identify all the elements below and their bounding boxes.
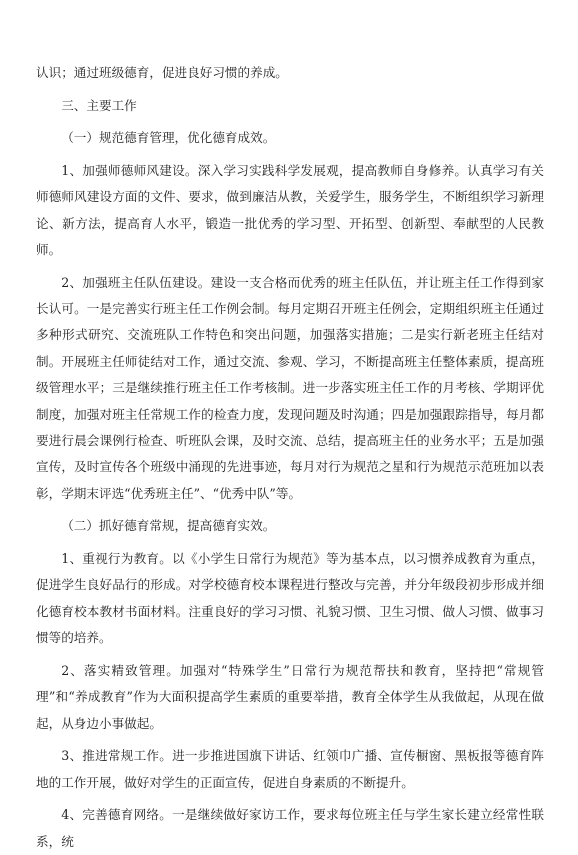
- paragraph-teacher-ethics: 1、加强师德师风建设。深入学习实践科学发展观，提高教师自身修养。认真学习有关师德师风建设方面的文件、要求，做到廉洁从教，关爱学生，服务学生，不断组织学习新理论、新方法，提高育人水平，锻造一批优秀的学习型、开拓型、创新型、奉献型的人民教师。: [36, 162, 544, 257]
- paragraph-routine-work: 3、推进常规工作。进一步推进国旗下讲话、红领巾广播、宣传橱窗、黑板报等德育阵地的工作开展，做好对学生的正面宣传，促进自身素质的不断提升。: [36, 748, 544, 790]
- subsection-heading-1: （一）规范德育管理，优化德育成效。: [61, 130, 276, 146]
- section-heading-main-work: 三、主要工作: [61, 97, 137, 113]
- paragraph-behavior-education: 1、重视行为教育。以《小学生日常行为规范》等为基本点，以习惯养成教育为重点，促进学生良好品行的形成。对学校德育校本课程进行整改与完善，并分年级段初步形成并细化德育校本教材书面材料。注重良好的学习习惯、礼貌习惯、卫生习惯、做人习惯、做事习惯等的培养。: [36, 551, 544, 646]
- paragraph-continuation: 认识；通过班级德育，促进良好习惯的养成。: [36, 65, 288, 80]
- paragraph-refined-management: 2、落实精致管理。加强对“特殊学生”日常行为规范帮扶和教育，坚持把“常规管理”和“养成教育”作为大面积提高学生素质的重要举措，教育全体学生从我做起，从现在做起，从身边小事做起。: [36, 662, 544, 731]
- subsection-heading-2: （二）抓好德育常规，提高德育实效。: [61, 518, 276, 534]
- paragraph-class-teacher-team: 2、加强班主任队伍建设。建设一支合格而优秀的班主任队伍，并让班主任工作得到家长认可。一是完善实行班主任工作例会制。每月定期召开班主任例会，定期组织班主任通过多种形式研究、交流班队工作特色和突出问题，加强落实措施；二是实行新老班主任结对制。开展班主任师徒结对工作，通过交流、参观、学习，不断提高班主任整体素质，提高班级管理水平；三是继续推行班主任工作考核制。进一步落实班主任工作的月考核、学期评优制度，加强对班主任常规工作的检查力度，发现问题及时沟通；四是加强跟踪指导，每月都要进行晨会课例行检查、听班队会课，及时交流、总结，提高班主任的业务水平；五是加强宣传，及时宣传各个班级中涌现的先进事迹，每月对行为规范之星和行为规范示范班加以表彰，学期末评选“优秀班主任”、“优秀中队”等。: [36, 274, 544, 501]
- paragraph-moral-network: 4、完善德育网络。一是继续做好家访工作，要求每位班主任与学生家长建立经常性联系，统: [36, 807, 544, 849]
